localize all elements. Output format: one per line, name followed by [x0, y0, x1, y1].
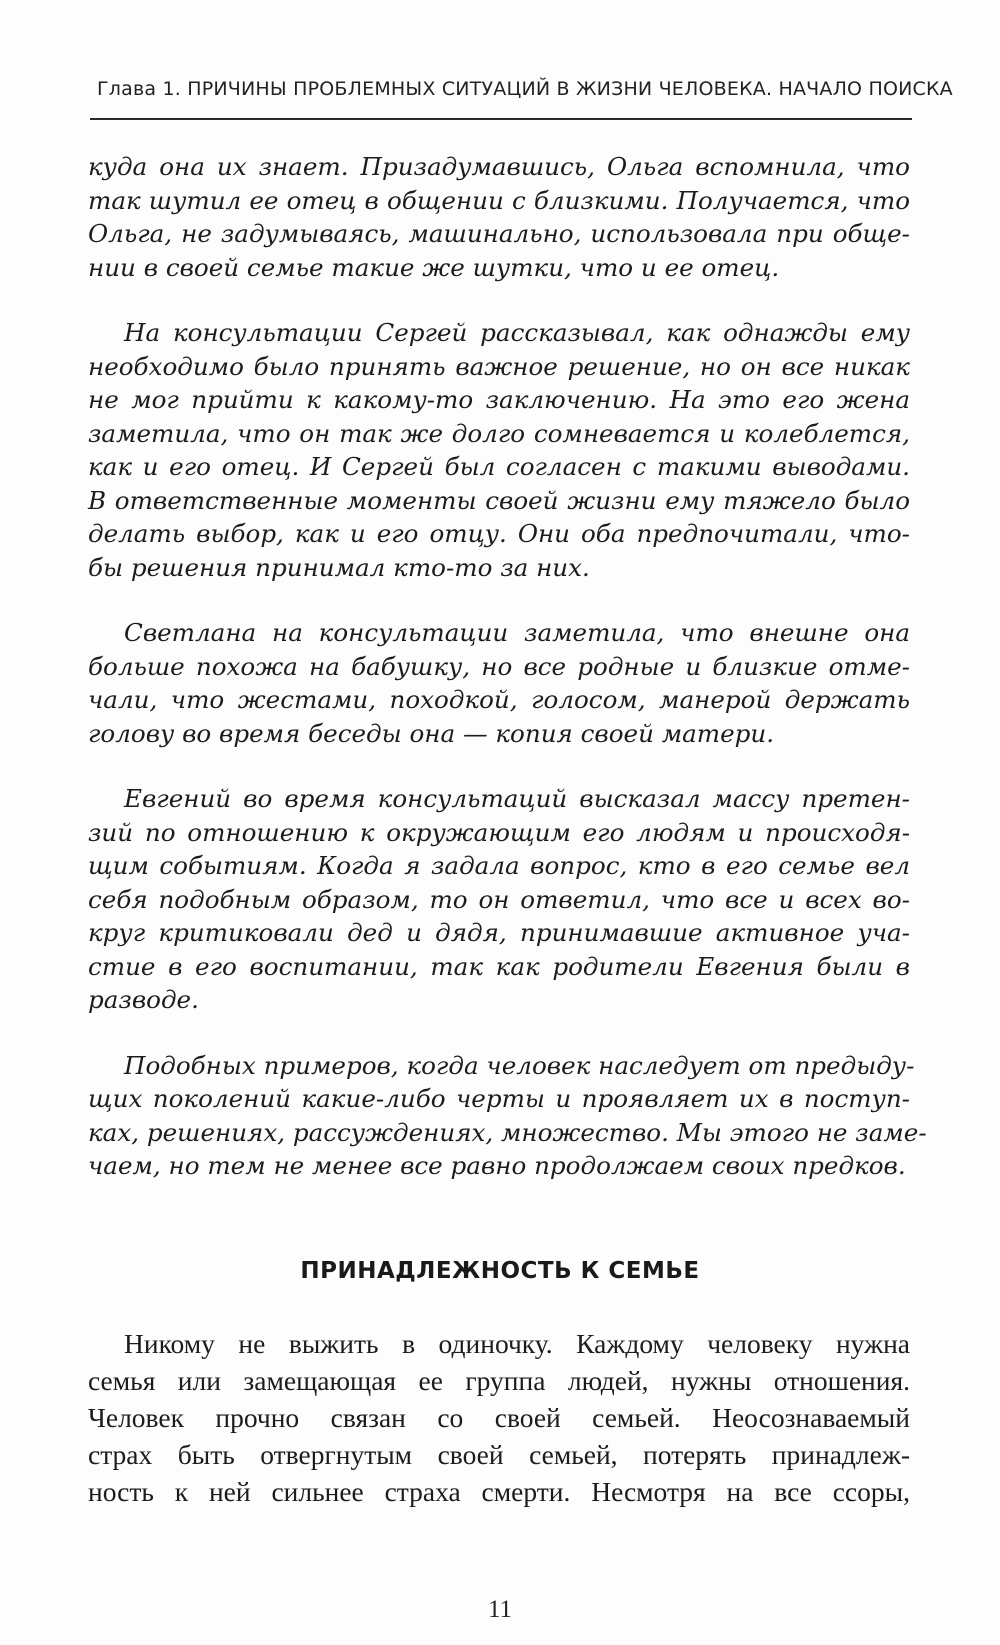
section-paragraph — [88, 1325, 910, 1510]
text-line: Подобных примеров, когда человек наследует от предыду- — [124, 1050, 915, 1080]
text-line: разводе. — [88, 985, 199, 1014]
text-line: Человек прочно связан со своей семьей. Неосознаваемый — [88, 1402, 910, 1433]
paragraph-evgeny — [88, 782, 910, 1017]
text-line: Евгений во время консультаций высказал массу претен- — [124, 784, 910, 813]
text-line: ность к ней сильнее страха смерти. Несмотря на все ссоры, — [88, 1476, 910, 1507]
text-line: так шутил ее отец в общении с близкими. Получается, что — [88, 185, 910, 215]
paragraph-olga — [88, 150, 910, 284]
text-line: делать выбор, как и его отцу. Они оба предпочитали, что- — [88, 519, 910, 548]
paragraph-examples — [88, 1049, 927, 1183]
header-rule — [90, 118, 912, 120]
text-line: больше похожа на бабушку, но все родные и близкие отме- — [88, 651, 910, 681]
text-line: необходимо было принять важное решение, но он все никак — [88, 351, 910, 381]
text-line: чаем, но тем не менее все равно продолжаем своих предков. — [88, 1151, 906, 1180]
text-line: себя подобным образом, то он ответил, что все и всех во- — [88, 884, 910, 914]
text-line: голову во время беседы она — копия своей матери. — [88, 718, 775, 748]
text-line: не мог прийти к какому-то заключению. На это его жена — [88, 385, 910, 414]
text-line: В ответственные моменты своей жизни ему тяжело было — [88, 485, 910, 515]
text-line: На консультации Сергей рассказывал, как однажды ему — [124, 318, 910, 347]
text-line: стие в его воспитании, так как родители Евгения были в — [88, 951, 910, 981]
text-line: щих поколений какие-либо черты и проявляет их в поступ- — [88, 1084, 910, 1113]
page-number: 11 — [487, 1596, 513, 1623]
text-line: семья или замещающая ее группа людей, нужны отношения. — [88, 1365, 910, 1396]
text-line: Светлана на консультации заметила, что внешне она — [124, 618, 910, 647]
paragraph-gap — [88, 584, 910, 616]
text-line: как и его отец. И Сергей был согласен с такими выводами. — [88, 452, 910, 481]
running-head: Глава 1. ПРИЧИНЫ ПРОБЛЕМНЫХ СИТУАЦИЙ В ЖИЗНИ ЧЕЛОВЕКА. НАЧАЛО ПОИСКА — [97, 78, 953, 100]
text-line: Ольга, не задумываясь, машинально, использовала при обще- — [88, 219, 910, 248]
text-line: чали, что жестами, походкой, голосом, манерой держать — [88, 685, 910, 714]
paragraph-sergey — [88, 316, 910, 584]
paragraph-gap — [88, 1017, 910, 1049]
text-line: страх быть отвергнутым своей семьей, потерять принадлеж- — [88, 1439, 910, 1470]
italic-text-block — [88, 150, 927, 1183]
text-line: куда она их знает. Призадумавшись, Ольга вспомнила, что — [88, 152, 910, 181]
paragraph-gap — [88, 750, 910, 782]
text-line: ках, решениях, рассуждениях, множество. Мы этого не заме- — [88, 1117, 927, 1147]
text-line: нии в своей семье такие же шутки, что и ее отец. — [88, 252, 780, 282]
text-line: заметила, что он так же долго сомневается и колеблется, — [88, 418, 910, 448]
paragraph-gap — [88, 284, 910, 316]
text-line: бы решения принимал кто-то за них. — [88, 552, 590, 582]
paragraph-svetlana — [88, 616, 910, 750]
text-line: круг критиковали дед и дядя, принимавшие активное уча- — [88, 918, 910, 947]
text-line: Никому не выжить в одиночку. Каждому человеку нужна — [124, 1328, 910, 1359]
text-line: зий по отношению к окружающим его людям и происходя- — [88, 817, 910, 847]
section-heading: ПРИНАДЛЕЖНОСТЬ К СЕМЬЕ — [300, 1258, 700, 1284]
text-line: щим событиям. Когда я задала вопрос, кто в его семье вел — [88, 851, 910, 880]
